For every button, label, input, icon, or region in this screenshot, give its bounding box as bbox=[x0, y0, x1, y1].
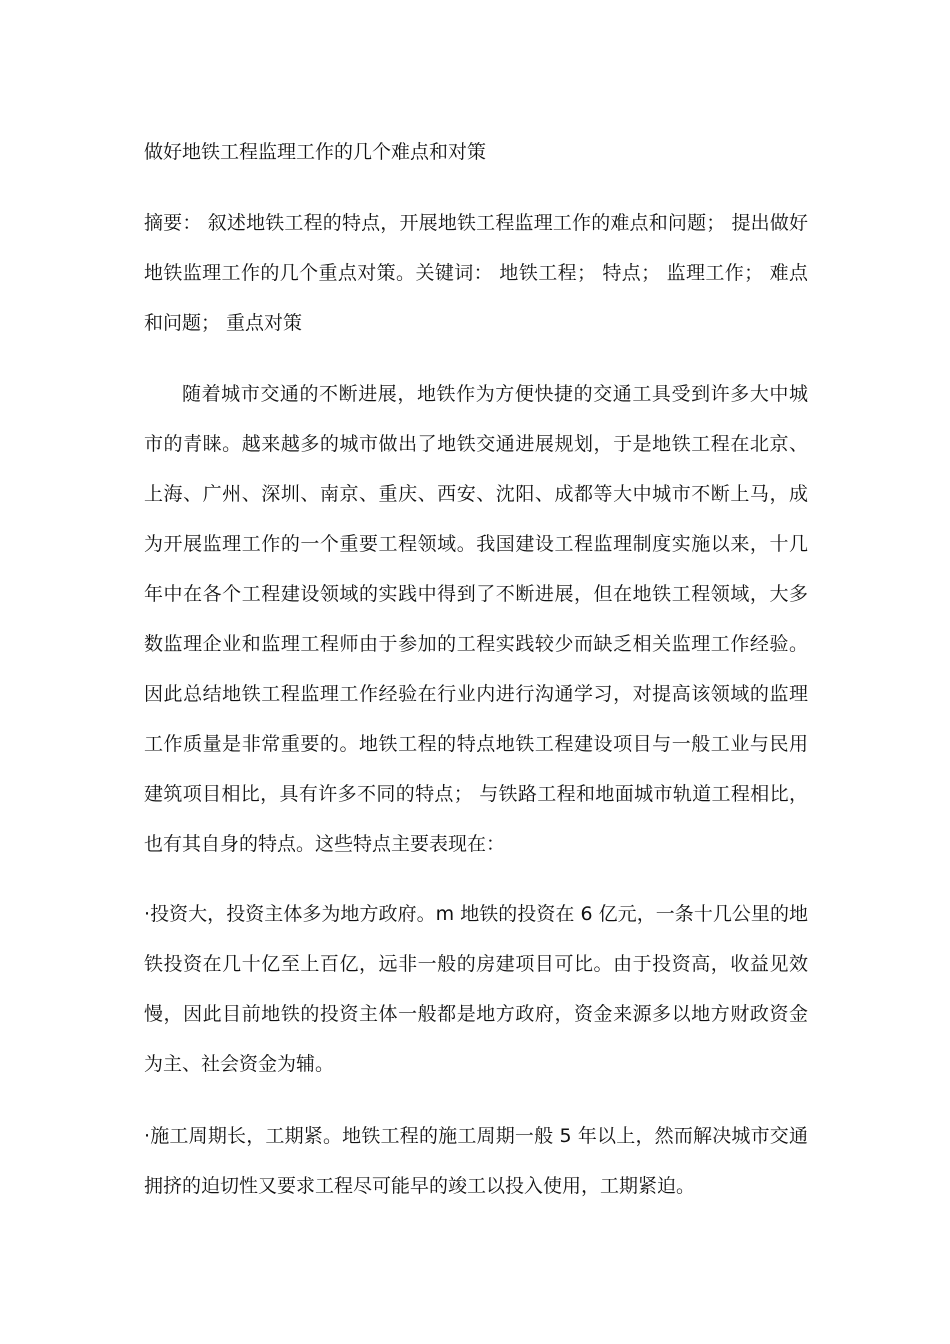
intro-line: 为开展监理工作的一个重要工程领域。我国建设工程监理制度实施以来，十几 bbox=[144, 533, 808, 555]
bullet-schedule bbox=[144, 1111, 808, 1211]
document-title: 做好地铁工程监理工作的几个难点和对策 bbox=[144, 141, 487, 163]
abstract-line: 和问题； 重点对策 bbox=[144, 312, 303, 334]
bullet-investment bbox=[144, 889, 808, 1089]
bullet-line: 慢，因此目前地铁的投资主体一般都是地方政府，资金来源多以地方财政资金 bbox=[144, 1003, 808, 1025]
intro-line: 随着城市交通的不断进展，地铁作为方便快捷的交通工具受到许多大中城 bbox=[182, 383, 808, 405]
intro-line: 市的青睐。越来越多的城市做出了地铁交通进展规划，于是地铁工程在北京、 bbox=[144, 433, 808, 455]
abstract-line: 地铁监理工作的几个重点对策。关键词： 地铁工程； 特点； 监理工作； 难点 bbox=[144, 262, 808, 284]
intro-line: 上海、广州、深圳、南京、重庆、西安、沈阳、成都等大中城市不断上马，成 bbox=[144, 483, 808, 505]
abstract-line: 摘要： 叙述地铁工程的特点，开展地铁工程监理工作的难点和问题； 提出做好 bbox=[144, 212, 808, 234]
abstract-paragraph bbox=[144, 198, 808, 348]
intro-line: 数监理企业和监理工程师由于参加的工程实践较少而缺乏相关监理工作经验。 bbox=[144, 633, 808, 655]
bullet-line: ·施工周期长，工期紧。地铁工程的施工周期一般 5 年以上，然而解决城市交通 bbox=[144, 1125, 808, 1147]
intro-line: 建筑项目相比，具有许多不同的特点； 与铁路工程和地面城市轨道工程相比， bbox=[144, 783, 808, 805]
bullet-line: ·投资大，投资主体多为地方政府。m 地铁的投资在 6 亿元，一条十几公里的地 bbox=[144, 903, 808, 925]
intro-paragraph bbox=[144, 369, 808, 869]
intro-line: 也有其自身的特点。这些特点主要表现在： bbox=[144, 833, 506, 855]
bullet-line: 铁投资在几十亿至上百亿，远非一般的房建项目可比。由于投资高，收益见效 bbox=[144, 953, 808, 975]
intro-line: 因此总结地铁工程监理工作经验在行业内进行沟通学习，对提高该领域的监理 bbox=[144, 683, 808, 705]
bullet-line: 为主、社会资金为辅。 bbox=[144, 1053, 335, 1075]
intro-line: 工作质量是非常重要的。地铁工程的特点地铁工程建设项目与一般工业与民用 bbox=[144, 733, 808, 755]
bullet-line: 拥挤的迫切性又要求工程尽可能早的竣工以投入使用，工期紧迫。 bbox=[144, 1175, 696, 1197]
intro-line: 年中在各个工程建设领域的实践中得到了不断进展，但在地铁工程领域，大多 bbox=[144, 583, 808, 605]
